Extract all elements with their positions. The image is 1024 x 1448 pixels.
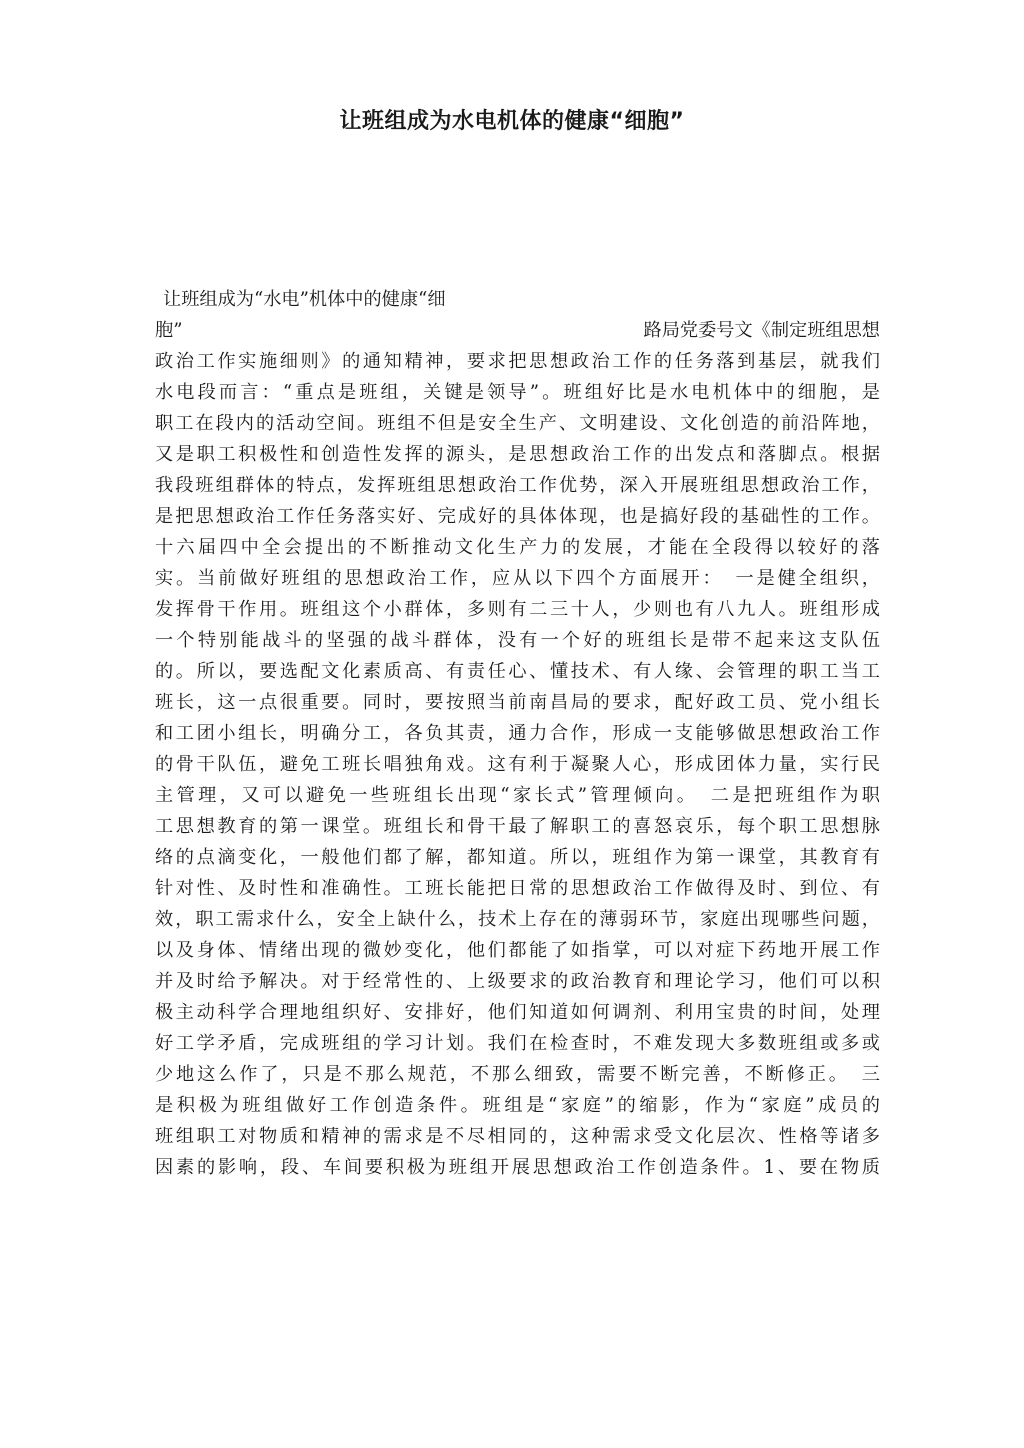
body-line: 实。当前做好班组的思想政治工作，应从以下四个方面展开： 一是健全组织， [155, 568, 880, 589]
body-line: 发挥骨干作用。班组这个小群体，多则有二三十人，少则也有八九人。班组形成 [155, 599, 880, 620]
body-line: 主管理，又可以避免一些班组长出现“家长式”管理倾向。 二是把班组作为职 [155, 785, 880, 806]
body-line: 是把思想政治工作任务落实好、完成好的具体体现，也是搞好段的基础性的工作。 [155, 506, 880, 527]
document-body [155, 284, 880, 1214]
body-line: 和工团小组长，明确分工，各负其责，通力合作，形成一支能够做思想政治工作 [155, 723, 880, 744]
body-line: 班组职工对物质和精神的需求是不尽相同的，这种需求受文化层次、性格等诸多 [155, 1126, 880, 1147]
body-line: 让班组成为“水电”机体中的健康“细 [163, 289, 446, 310]
body-line-split [155, 315, 880, 346]
body-line: 好工学矛盾，完成班组的学习计划。我们在检查时，不难发现大多数班组或多或 [155, 1033, 880, 1054]
body-line: 并及时给予解决。对于经常性的、上级要求的政治教育和理论学习，他们可以积 [155, 971, 880, 992]
body-line: 极主动科学合理地组织好、安排好，他们知道如何调剂、利用宝贵的时间，处理 [155, 1002, 880, 1023]
body-line: 十六届四中全会提出的不断推动文化生产力的发展，才能在全段得以较好的落 [155, 537, 880, 558]
body-line: 的。所以，要选配文化素质高、有责任心、懂技术、有人缘、会管理的职工当工 [155, 661, 880, 682]
body-line: 一个特别能战斗的坚强的战斗群体，没有一个好的班组长是带不起来这支队伍 [155, 630, 880, 651]
body-line: 职工在段内的活动空间。班组不但是安全生产、文明建设、文化创造的前沿阵地， [155, 413, 880, 434]
body-line: 因素的影响，段、车间要积极为班组开展思想政治工作创造条件。1、要在物质 [155, 1157, 880, 1178]
body-line-left: 胞” [155, 320, 183, 341]
body-line: 工思想教育的第一课堂。班组长和骨干最了解职工的喜怒哀乐，每个职工思想脉 [155, 816, 880, 837]
body-line: 水电段而言：“重点是班组，关键是领导”。班组好比是水电机体中的细胞，是 [155, 382, 880, 403]
body-line: 我段班组群体的特点，发挥班组思想政治工作优势，深入开展班组思想政治工作， [155, 475, 880, 496]
body-line: 又是职工积极性和创造性发挥的源头，是思想政治工作的出发点和落脚点。根据 [155, 444, 880, 465]
body-line: 络的点滴变化，一般他们都了解，都知道。所以，班组作为第一课堂，其教育有 [155, 847, 880, 868]
body-line: 针对性、及时性和准确性。工班长能把日常的思想政治工作做得及时、到位、有 [155, 878, 880, 899]
body-line: 少地这么作了，只是不那么规范，不那么细致，需要不断完善，不断修正。 三 [155, 1064, 880, 1085]
body-line: 班长，这一点很重要。同时，要按照当前南昌局的要求，配好政工员、党小组长 [155, 692, 880, 713]
document-title: 让班组成为水电机体的健康“细胞” [339, 109, 685, 134]
body-line: 效，职工需求什么，安全上缺什么，技术上存在的薄弱环节，家庭出现哪些问题， [155, 909, 880, 930]
body-line: 以及身体、情绪出现的微妙变化，他们都能了如指掌，可以对症下药地开展工作 [155, 940, 880, 961]
body-line: 是积极为班组做好工作创造条件。班组是“家庭”的缩影，作为“家庭”成员的 [155, 1095, 880, 1116]
body-line-right: 路局党委号文《制定班组思想 [643, 320, 880, 341]
body-line: 的骨干队伍，避免工班长唱独角戏。这有利于凝聚人心，形成团体力量，实行民 [155, 754, 880, 775]
body-line [155, 1183, 880, 1214]
body-line: 政治工作实施细则》的通知精神，要求把思想政治工作的任务落到基层，就我们 [155, 351, 880, 372]
